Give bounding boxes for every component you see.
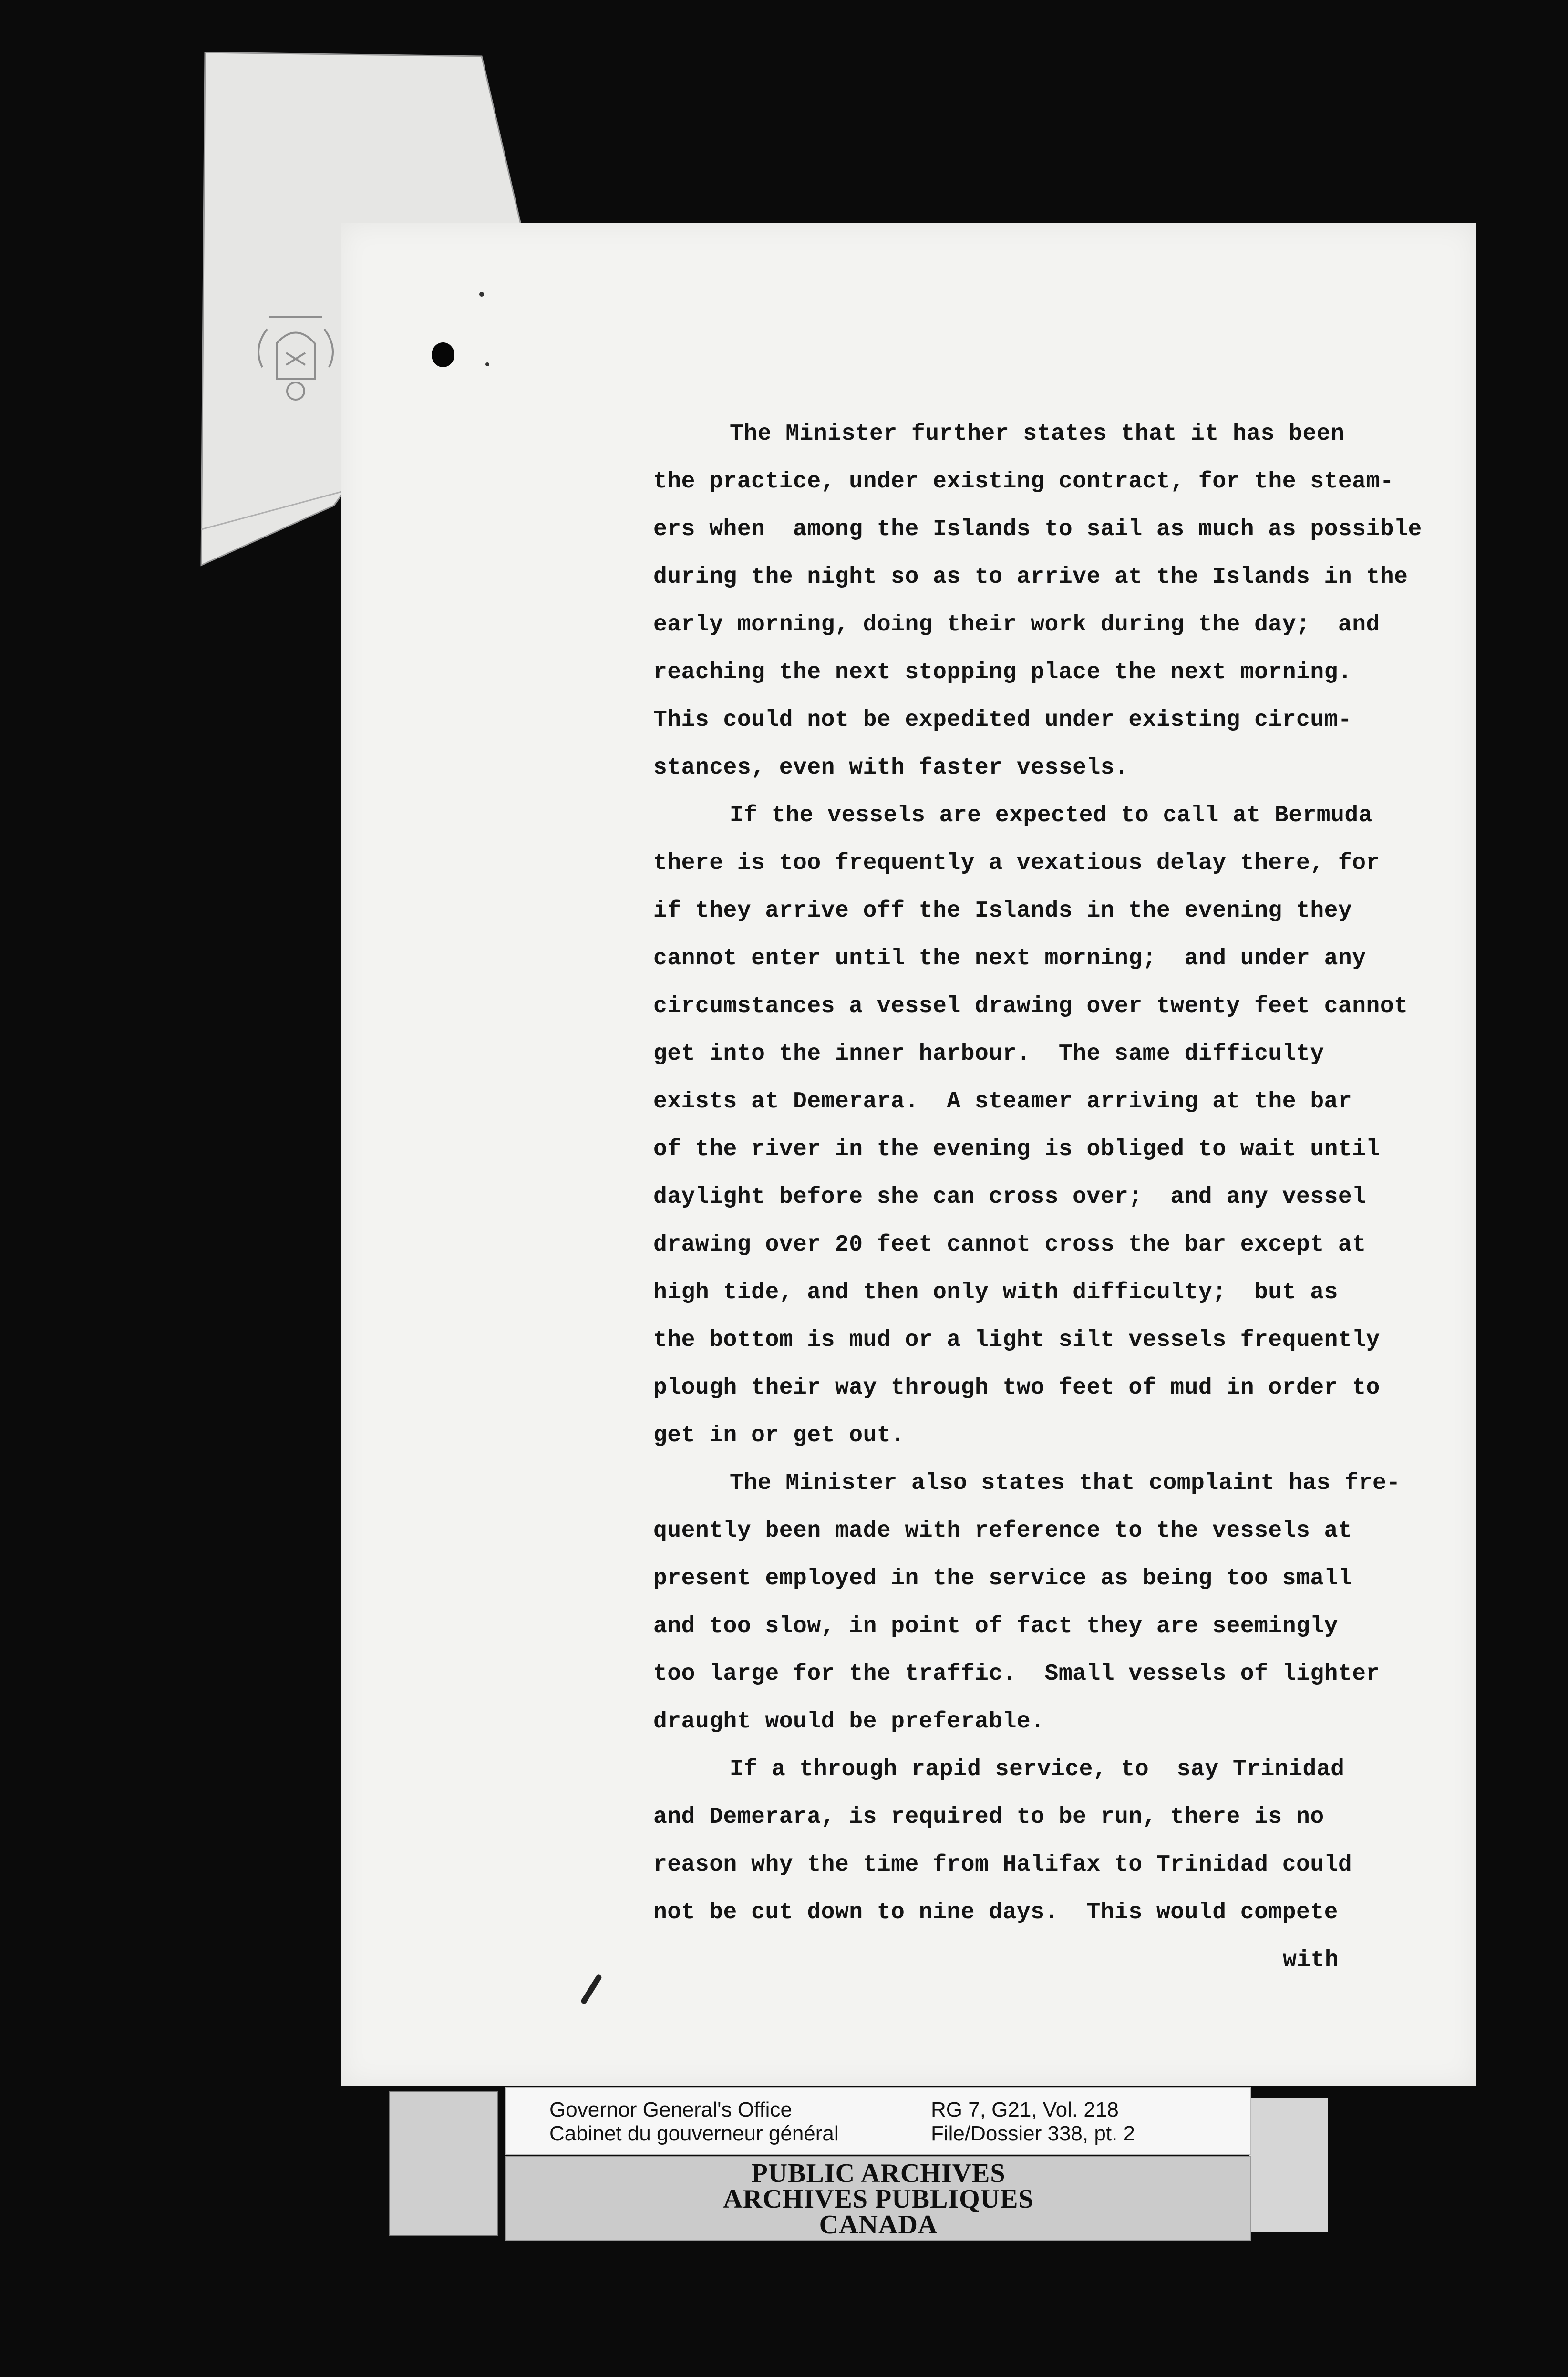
text-line: the bottom is mud or a light silt vessels frequently	[653, 1327, 1380, 1353]
text-line: get in or get out.	[653, 1423, 905, 1448]
stamp-line-english: PUBLIC ARCHIVES	[751, 2159, 1006, 2188]
stamp-line-french: ARCHIVES PUBLIQUES	[723, 2184, 1034, 2214]
office-names	[549, 2098, 839, 2146]
text-line: and Demerara, is required to be run, there is no	[653, 1804, 1324, 1830]
text-line: If the vessels are expected to call at Bermuda	[730, 803, 1373, 828]
text-line: during the night so as to arrive at the Islands in the	[653, 564, 1408, 590]
text-line: there is too frequently a vexatious delay there, for	[653, 850, 1380, 876]
text-line: The Minister also states that complaint has fre-	[730, 1470, 1401, 1496]
archive-reference-label	[505, 2087, 1251, 2155]
text-line: and too slow, in point of fact they are seemingly	[653, 1613, 1338, 1639]
text-line: This could not be expedited under existing circum-	[653, 707, 1352, 733]
text-line: cannot enter until the next morning; and under any	[653, 946, 1366, 971]
text-line: of the river in the evening is obliged to wait until	[653, 1137, 1380, 1162]
office-english: Governor General's Office	[549, 2098, 792, 2121]
text-line: circumstances a vessel drawing over twenty feet cannot	[653, 993, 1408, 1019]
text-line: if they arrive off the Islands in the evening they	[653, 898, 1352, 924]
ink-dot	[479, 292, 484, 297]
archive-references	[931, 2098, 1135, 2146]
text-line: the practice, under existing contract, for the steam-	[653, 469, 1394, 495]
text-line: ers when among the Islands to sail as much as possible	[653, 517, 1422, 542]
paragraph-rapid-service	[653, 1746, 1459, 1984]
text-line: too large for the traffic. Small vessels of lighter	[653, 1661, 1380, 1687]
paragraph-ministers-practice	[653, 410, 1459, 792]
text-line: daylight before she can cross over; and any vessel	[653, 1184, 1366, 1210]
text-line: stances, even with faster vessels.	[653, 755, 1129, 781]
stamp-line-country: CANADA	[819, 2210, 938, 2240]
text-line: exists at Demerara. A steamer arriving at the bar	[653, 1089, 1352, 1115]
closing-word: with	[1283, 1947, 1339, 1973]
text-line: present employed in the service as being too small	[653, 1566, 1352, 1592]
text-line: reason why the time from Halifax to Trinidad could	[653, 1852, 1352, 1878]
ink-dot	[485, 362, 489, 366]
text-line: draught would be preferable.	[653, 1709, 1045, 1735]
text-line: The Minister further states that it has been	[730, 421, 1345, 447]
public-archives-stamp	[505, 2156, 1251, 2241]
record-group-reference: RG 7, G21, Vol. 218	[931, 2098, 1119, 2121]
office-french: Cabinet du gouverneur général	[549, 2122, 839, 2145]
text-line: not be cut down to nine days. This would compete	[653, 1900, 1338, 1925]
punch-hole	[432, 342, 454, 367]
text-line: drawing over 20 feet cannot cross the bar except at	[653, 1232, 1366, 1258]
paragraph-bermuda-demerara	[653, 792, 1459, 1459]
text-line: plough their way through two feet of mud in order to	[653, 1375, 1380, 1401]
text-line: quently been made with reference to the vessels at	[653, 1518, 1352, 1544]
text-line: reaching the next stopping place the next morning.	[653, 660, 1352, 685]
letter-body	[653, 410, 1459, 1984]
text-line: early morning, doing their work during the day; and	[653, 612, 1380, 638]
paragraph-vessel-complaints	[653, 1459, 1459, 1746]
file-reference: File/Dossier 338, pt. 2	[931, 2122, 1135, 2145]
text-line: high tide, and then only with difficulty; but as	[653, 1280, 1338, 1305]
text-line: get into the inner harbour. The same difficulty	[653, 1041, 1324, 1067]
text-line: If a through rapid service, to say Trinidad	[730, 1757, 1345, 1782]
label-backing-right	[1249, 2098, 1328, 2232]
label-backing-left	[389, 2091, 498, 2236]
